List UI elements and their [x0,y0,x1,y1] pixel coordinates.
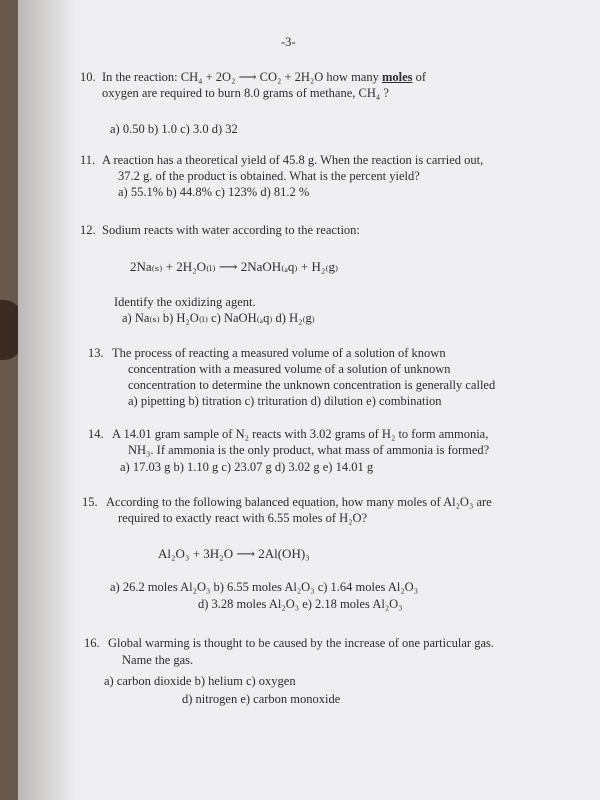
page-shadow [18,0,78,800]
q13-line1: The process of reacting a measured volume of a solution of known [112,346,446,360]
q15-choices-row2: d) 3.28 moles Al₂O₃ e) 2.18 moles Al₂O₃ [198,597,403,611]
q12-number: 12. [80,223,96,237]
q15-choices-row1: a) 26.2 moles Al₂O₃ b) 6.55 moles Al₂O₃ c) 1.64 moles Al₂O₃ [110,580,419,594]
q15-number: 15. [82,495,98,509]
q16-choices-row1: a) carbon dioxide b) helium c) oxygen [104,674,296,688]
q10-line2: oxygen are required to burn 8.0 grams of methane, CH₄ ? [102,86,389,100]
q15-line1: According to the following balanced equation, how many moles of Al₂O₃ are [106,495,492,509]
q14-line1: A 14.01 gram sample of N₂ reacts with 3.02 grams of H₂ to form ammonia, [112,427,489,441]
q14-choices: a) 17.03 g b) 1.10 g c) 23.07 g d) 3.02 g e) 14.01 g [120,460,374,474]
q16-choices-row2: d) nitrogen e) carbon monoxide [182,692,341,706]
q14-line2: NH₃. If ammonia is the only product, what mass of ammonia is formed? [128,443,490,457]
q16-line2: Name the gas. [122,653,194,667]
q12-choices: a) Na₍ₛ₎ b) H₂O₍ₗ₎ c) NaOH₍ₐq₎ d) H₂₍g₎ [122,311,315,325]
q13-choices: a) pipetting b) titration c) trituration d) dilution e) combination [128,394,442,408]
q10-emphasis: moles [381,70,413,84]
q11-line1: A reaction has a theoretical yield of 45.8 g. When the reaction is carried out, [102,153,484,167]
q13-line2: concentration with a measured volume of a solution of unknown [128,362,451,376]
worksheet-page [18,0,600,800]
q12-line1: Sodium reacts with water according to the reaction: [102,223,360,237]
q15-line2: required to exactly react with 6.55 moles of H₂O? [118,511,368,525]
q10-number: 10. [80,70,96,84]
q11-choices: a) 55.1% b) 44.8% c) 123% d) 81.2 % [118,185,310,199]
q11-number: 11. [80,153,96,167]
q10-choices: a) 0.50 b) 1.0 c) 3.0 d) 32 [110,122,238,136]
q11-line2: 37.2 g. of the product is obtained. What is the percent yield? [118,169,420,183]
page-number: -3- [281,35,296,49]
q10-line1: In the reaction: CH₄ + 2O₂ ⟶ CO₂ + 2H₂O how many moles of [102,70,427,84]
q12-equation: 2Na₍ₛ₎ + 2H₂O₍ₗ₎ ⟶ 2NaOH₍ₐq₎ + H₂₍g₎ [130,259,339,274]
q15-equation: Al₂O₃ + 3H₂O ⟶ 2Al(OH)₃ [158,546,310,561]
q13-line3: concentration to determine the unknown concentration is generally called [128,378,496,392]
q13-number: 13. [88,346,104,360]
q16-line1: Global warming is thought to be caused by the increase of one particular gas. [108,636,494,650]
q12-prompt: Identify the oxidizing agent. [114,295,256,309]
q16-number: 16. [84,636,100,650]
q14-number: 14. [88,427,104,441]
